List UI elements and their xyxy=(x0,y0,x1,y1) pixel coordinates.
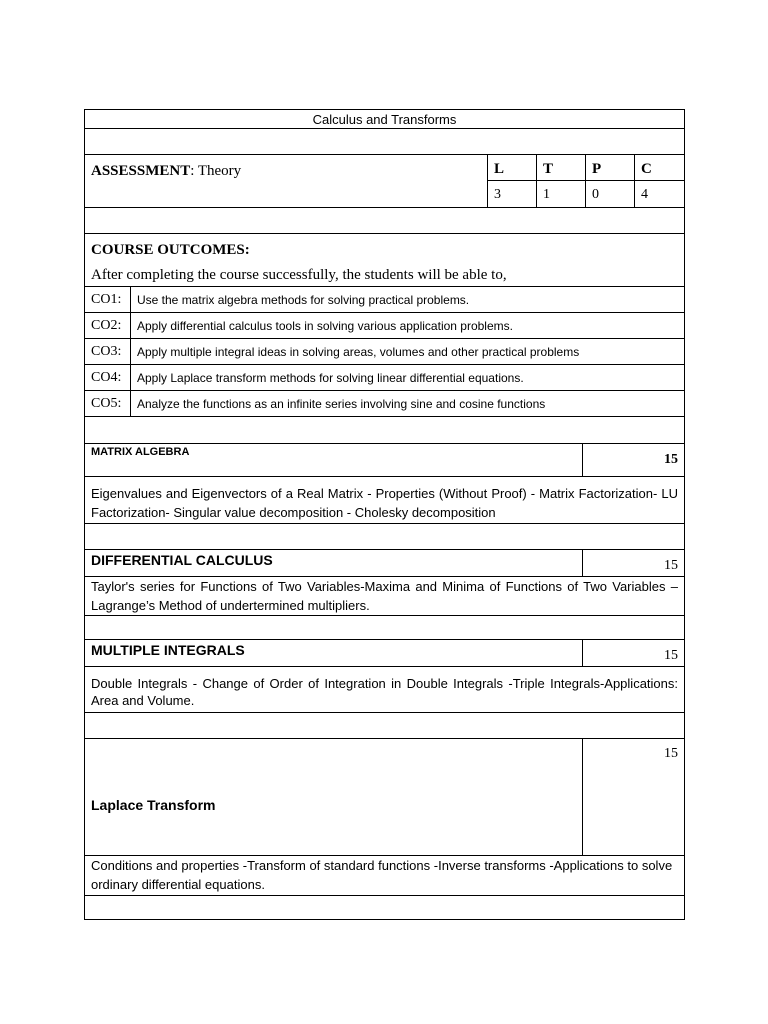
unit-header-multiple-integrals xyxy=(84,640,685,667)
unit-title: MULTIPLE INTEGRALS xyxy=(85,640,583,666)
ltpc-value: 4 xyxy=(641,187,648,202)
ltpc-header: C xyxy=(635,155,684,181)
unit-hours: 15 xyxy=(664,558,678,573)
outcome-text: Apply multiple integral ideas in solving areas, volumes and other practical problems xyxy=(137,345,580,359)
blank-row xyxy=(84,129,685,155)
assessment-label: ASSESSMENT xyxy=(91,163,191,179)
blank-row xyxy=(84,713,685,739)
unit-hours: 15 xyxy=(664,452,678,467)
unit-title: DIFFERENTIAL CALCULUS xyxy=(85,550,583,576)
ltpc-col-l xyxy=(487,155,536,207)
outcome-row xyxy=(84,365,685,391)
ltpc-col-p xyxy=(585,155,634,207)
unit-header-differential-calculus xyxy=(84,550,685,577)
outcomes-intro: After completing the course successfully, the students will be able to, xyxy=(91,267,507,283)
ltpc-header: T xyxy=(537,155,585,181)
outcome-text: Apply differential calculus tools in solving various application problems. xyxy=(137,319,513,333)
outcome-text: Apply Laplace transform methods for solving linear differential equations. xyxy=(137,371,524,385)
ltpc-col-t xyxy=(536,155,585,207)
course-title: Calculus and Transforms xyxy=(312,112,457,127)
blank-row xyxy=(84,616,685,640)
outcome-row xyxy=(84,339,685,365)
ltpc-header: L xyxy=(488,155,536,181)
blank-row xyxy=(84,208,685,234)
outcome-id: CO4: xyxy=(85,365,131,390)
course-title-row xyxy=(84,109,685,129)
assessment-value: : Theory xyxy=(190,163,242,179)
unit-title: Laplace Transform xyxy=(85,739,583,855)
ltpc-value: 3 xyxy=(494,187,501,202)
outcomes-header xyxy=(84,234,685,287)
unit-content: Taylor's series for Functions of Two Variables-Maxima and Minima of Functions of Two Variables – Lagrange’s Method of undertermined multipliers. xyxy=(84,577,685,616)
outcome-id: CO1: xyxy=(85,287,131,312)
outcomes-heading: COURSE OUTCOMES: xyxy=(91,242,250,258)
unit-title: MATRIX ALGEBRA xyxy=(85,444,583,476)
assessment-row xyxy=(84,155,685,208)
outcome-text: Use the matrix algebra methods for solving practical problems. xyxy=(137,293,470,307)
assessment-cell xyxy=(85,155,487,207)
unit-hours: 15 xyxy=(664,648,678,663)
blank-row xyxy=(84,524,685,550)
unit-content: Eigenvalues and Eigenvectors of a Real Matrix - Properties (Without Proof) - Matrix Factorization- LU Factorization- Singular value decomposition - Cholesky decomposition xyxy=(84,477,685,524)
unit-header-laplace-transform xyxy=(84,739,685,856)
ltpc-value: 1 xyxy=(543,187,550,202)
ltpc-col-c xyxy=(634,155,684,207)
ltpc-value: 0 xyxy=(592,187,599,202)
unit-header-matrix-algebra xyxy=(84,444,685,477)
outcome-row xyxy=(84,313,685,339)
unit-hours: 15 xyxy=(664,746,678,761)
unit-content: Conditions and properties -Transform of standard functions -Inverse transforms -Applications to solve ordinary differential equations. xyxy=(84,856,685,896)
blank-row xyxy=(84,896,685,920)
ltpc-header: P xyxy=(586,155,634,181)
outcome-row xyxy=(84,391,685,417)
outcome-id: CO5: xyxy=(85,391,131,416)
outcome-text: Analyze the functions as an infinite series involving sine and cosine functions xyxy=(137,397,546,411)
outcome-id: CO2: xyxy=(85,313,131,338)
unit-content: Double Integrals - Change of Order of Integration in Double Integrals -Triple Integrals-Applications: Area and Volume. xyxy=(84,667,685,713)
blank-row xyxy=(84,417,685,444)
outcome-id: CO3: xyxy=(85,339,131,364)
outcome-row xyxy=(84,287,685,313)
ltpc-grid xyxy=(487,155,684,207)
syllabus-table xyxy=(84,109,685,920)
